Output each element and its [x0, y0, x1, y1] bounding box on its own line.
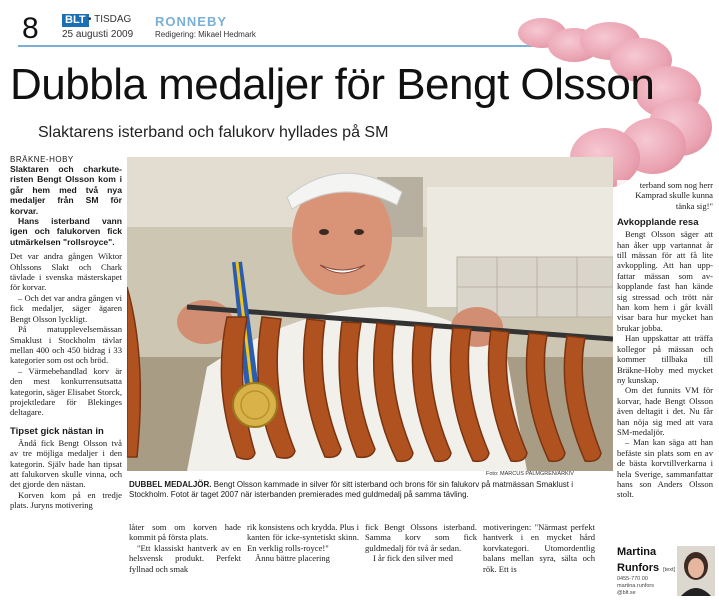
- photo-caption: [129, 480, 611, 500]
- article-column-2: [129, 522, 241, 574]
- body-paragraph: fick Bengt Olssons isterband. Samma korv som fick guldmedalj för två år sedan.: [365, 522, 477, 553]
- article-column-5: [483, 522, 595, 574]
- article-column-3: [247, 522, 359, 564]
- article-column-1: [10, 155, 122, 511]
- article-column-6: [617, 180, 713, 500]
- author-email-domain: @blt.se: [617, 590, 636, 596]
- article-headline: Dubbla medaljer för Bengt Olsson: [10, 60, 655, 109]
- author-portrait: [677, 546, 715, 596]
- body-paragraph: – Och det var andra gången vi fick medaljer, säger ägaren Bengt Olsson lyckligt.: [10, 292, 122, 324]
- lead-paragraph: Hans isterband vann igen och falukorven fick utmärkelsen "rollsroyce".: [10, 216, 122, 247]
- body-paragraph: På matupplevelsemässan Smaklust i Stockholm tävlar mellan 400 och 450 bidrag i 33 kategorier som ost och bröd.: [10, 324, 122, 366]
- newspaper-logo: BLT: [62, 14, 89, 27]
- body-paragraph: – Man kan säga att han befäste sin plats som en av de bästa korvtillverkarna i hela Sverige, sammanfattar hans son Anders Olsson stolt.: [617, 437, 713, 500]
- caption-text: Bengt Olsson kammade in silver för sitt isterband och brons för sin falukorv på matmässan Smaklust i Stockholm. Fotot är taget 2007 när isterbanden premierades med guldmedalj på samma tävling.: [129, 480, 574, 499]
- caption-label: DUBBEL MEDALJÖR.: [129, 480, 212, 489]
- article-column-4: [365, 522, 477, 564]
- author-email: martina.runfors: [617, 583, 654, 589]
- body-paragraph: låter som om korven hade kommit på första plats.: [129, 522, 241, 543]
- body-paragraph: – Värmebehandlad korv är den mest konkurrensutsatta kategorin, säger Elisabet Storck, projektledare för Blekinges deltagare.: [10, 365, 122, 418]
- body-paragraph: Korven kom på en tredje plats. Juryns motivering: [10, 489, 122, 511]
- lead-paragraph: Slaktaren och charkuteristen Bengt Olsson kom i går hem med två nya medaljer från SM för korvar.: [10, 164, 122, 216]
- article-subheading: Tipset gick nästan in: [10, 425, 104, 437]
- page-number: 8: [22, 12, 39, 45]
- editor-credit: Redigering: Mikael Hedmark: [155, 30, 256, 39]
- author-phone: 0455-770 00: [617, 576, 648, 582]
- body-paragraph: Han uppskattar att träffa kollegor på mässan och kommer tillbaka till Bräkne-Hoby med mycket ny kunskap.: [617, 333, 713, 385]
- butcher-with-sausages-illustration: [127, 157, 613, 471]
- body-paragraph: "Ett klassiskt hantverk av en helsvensk produkt. Perfekt fyllnad och smak: [129, 542, 241, 574]
- body-paragraph: I år fick den silver med: [373, 553, 453, 564]
- dateline-kicker: BRÄKNE-HOBY: [10, 155, 74, 164]
- article-subheading: Avkopplande resa: [617, 217, 699, 229]
- body-paragraph: Om det funnits VM för korvar, hade Bengt Olsson även deltagit i det. Nu får han nöja sig med att vara SM-medaljör.: [617, 385, 713, 437]
- body-paragraph: Bengt Olsson säger att han åker upp vartannat år till mässan för att få lite avkoppling. Att han uppfattar mässan som avkopplande fast han kände sig stressad och trött när han kom hem i går kväll visar bara hur mycket han brukar jobba.: [617, 229, 713, 333]
- author-last-name: Runfors: [617, 562, 660, 574]
- article-subhead: Slaktarens isterband och falukorv hyllades på SM: [38, 124, 389, 141]
- author-byline: [617, 546, 716, 598]
- author-first-name: Martina: [617, 546, 657, 558]
- photo-credit: Foto: MARCUS PALMGREN/ARKIV: [486, 471, 574, 477]
- weekday: • TISDAG: [88, 14, 132, 25]
- body-paragraph: terband som nog herr Kamprad skulle kunna tänka sig!": [635, 180, 713, 211]
- issue-date: 25 augusti 2009: [62, 29, 134, 40]
- body-paragraph: rik konsistens och krydda. Plus i kanten för icke-syntetiskt skinn. En verklig rolls-royce!": [247, 522, 359, 553]
- body-paragraph: motiveringen: "Närmast perfekt hantverk i en mycket hård korvkategori. Utomordentlig balans mellan syra, sälta och rök. Ett is: [483, 522, 595, 574]
- body-paragraph: Det var andra gången Wiktor Ohlssons Slakt och Chark tävlade i svenska mästerskapet för korvar.: [10, 251, 122, 293]
- author-role: [text]: [663, 567, 676, 573]
- body-paragraph: Ännu bättre placering: [255, 553, 330, 564]
- body-paragraph: Ändå fick Bengt Olsson två av tre möjliga medaljer i den kategorin. Själv hade han tipsat att falukorven skulle vinna, och det gjorde den nästan.: [10, 437, 122, 490]
- section-title: RONNEBY: [155, 14, 228, 29]
- article-photo: [127, 157, 613, 471]
